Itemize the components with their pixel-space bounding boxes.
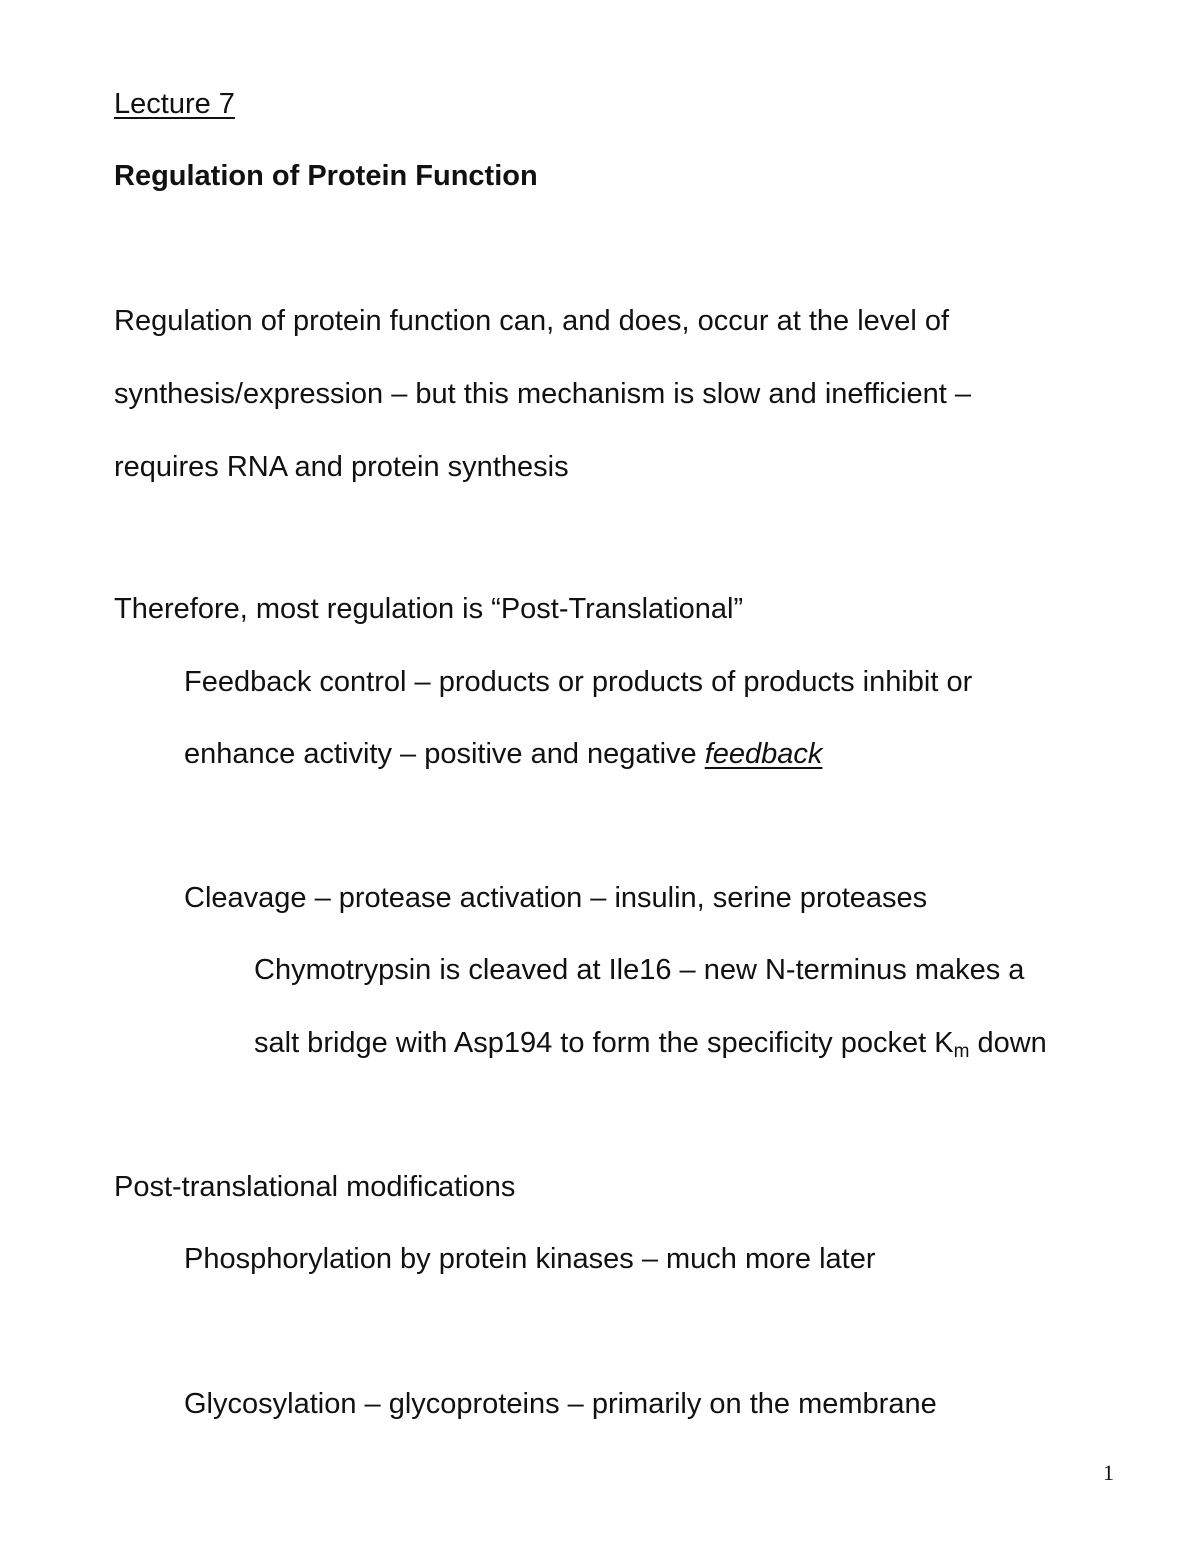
chymotrypsin-line-2-text: salt bridge with Asp194 to form the specificity pocket K xyxy=(254,1027,954,1059)
km-subscript: m xyxy=(953,1041,970,1062)
feedback-line-1: Feedback control – products or products of products inhibit or xyxy=(184,666,973,698)
intro-line-2: synthesis/expression – but this mechanism is slow and inefficient – xyxy=(114,378,972,410)
ptm-heading: Post-translational modifications xyxy=(114,1171,516,1203)
chymotrypsin-line-1: Chymotrypsin is cleaved at Ile16 – new N-terminus makes a xyxy=(254,954,1025,986)
phosphorylation-line: Phosphorylation by protein kinases – much more later xyxy=(184,1243,876,1275)
page-title: Regulation of Protein Function xyxy=(114,160,538,192)
glycosylation-line: Glycosylation – glycoproteins – primarily on the membrane xyxy=(184,1388,937,1420)
intro-line-3: requires RNA and protein synthesis xyxy=(114,451,569,483)
chymotrypsin-line-2 xyxy=(254,1025,1047,1070)
feedback-emphasis: feedback xyxy=(704,738,823,770)
therefore-line: Therefore, most regulation is “Post-Translational” xyxy=(114,593,744,625)
feedback-line-2 xyxy=(184,736,822,772)
lecture-label: Lecture 7 xyxy=(114,88,235,120)
cleavage-line: Cleavage – protease activation – insulin, serine proteases xyxy=(184,882,928,914)
intro-line-1: Regulation of protein function can, and does, occur at the level of xyxy=(114,305,950,337)
chymotrypsin-line-2-suffix: down xyxy=(969,1027,1047,1059)
page-number: 1 xyxy=(1103,1460,1114,1485)
feedback-line-2-text: enhance activity – positive and negative xyxy=(184,738,705,770)
